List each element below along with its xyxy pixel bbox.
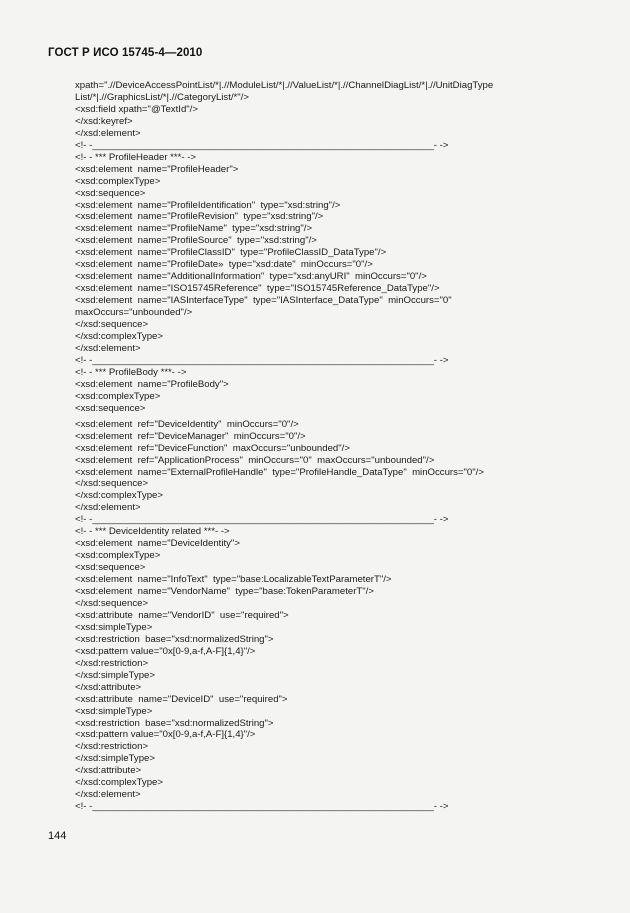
code-line: </xsd:complexType> [75,777,163,789]
code-line: <xsd:element name="IASInterfaceType" type="IASInterface_DataType" minOccurs="0" [75,295,452,307]
code-line: <xsd:element name="InfoText" type="base:LocalizableTextParameterT"/> [75,574,392,586]
code-line: <xsd:element ref="DeviceFunction" maxOccurs="unbounded"/> [75,442,350,454]
code-line: </xsd:simpleType> [75,753,155,765]
code-line: maxOccurs="unbounded"/> [75,307,193,319]
code-line: <xsd:field xpath="@TextId"/> [75,103,198,115]
code-line: xpath=".//DeviceAccessPointList/*|.//ModuleList/*|.//ValueList/*|.//ChannelDiagList/*|.//UnitDiagType [75,80,494,91]
code-line: <xsd:element name="AdditionalInformation" type="xsd:anyURI" minOccurs="0"/> [75,271,427,283]
code-line: <xsd:element name="ProfileName" type="xsd:string"/> [75,223,313,235]
code-line: </xsd:element> [75,127,141,139]
code-line: <xsd:element name="ProfileClassID" type="ProfileClassID_DataType"/> [75,247,387,259]
code-line: <xsd:complexType> [75,175,161,187]
code-line: <xsd:element ref="DeviceIdentity" minOccurs="0"/> [75,418,299,430]
code-line: </xsd:element> [75,502,141,514]
code-line: <xsd:element name="ProfileIdentification" type="xsd:string"/> [75,199,341,211]
code-line: </xsd:element> [75,342,141,354]
code-line: <xsd:element name="ProfileRevision" type="xsd:string"/> [75,211,324,223]
code-line: </xsd:sequence> [75,597,149,609]
code-line: <!- - *** DeviceIdentity related ***- -> [75,526,230,538]
code-line: <xsd:element name="ProfileHeader"> [75,163,239,175]
code-line: <xsd:sequence> [75,187,146,199]
code-line: <xsd:element name="DeviceIdentity"> [75,538,240,550]
code-line: <xsd:element name="ProfileBody"> [75,378,229,390]
code-line: <xsd:simpleType> [75,705,153,717]
code-line: </xsd:keyref> [75,115,133,127]
code-line: <!- - *** ProfileHeader ***- -> [75,151,197,163]
code-line: </xsd:sequence> [75,319,149,331]
code-line: <xsd:restriction base="xsd:normalizedString"> [75,633,274,645]
code-line: </xsd:attribute> [75,765,142,777]
code-line: <xsd:attribute name="VendorID" use="required"> [75,609,289,621]
code-line: <!- -________________________________________________________________- -> [75,354,449,366]
code-line: List/*|.//GraphicsList/*|.//CategoryList/*"/> [75,91,249,103]
code-line: </xsd:restriction> [75,657,149,669]
code-line: <xsd:pattern value="0x[0-9,a-f,A-F]{1,4}"/> [75,645,256,657]
code-line: <xsd:element name="ISO15745Reference" type="ISO15745Reference_DataType"/> [75,283,440,295]
page-number: 144 [48,830,67,842]
code-line: </xsd:restriction> [75,741,149,753]
code-line: <xsd:pattern value="0x[0-9,a-f,A-F]{1,4}"/> [75,729,256,741]
xsd-code-block [75,80,535,813]
page-header: ГОСТ Р ИСО 15745-4—2010 [48,47,203,59]
code-line: <xsd:element name="ExternalProfileHandle" type="ProfileHandle_DataType" minOccurs="0"/> [75,466,484,478]
code-line: <!- - *** ProfileBody ***- -> [75,366,187,378]
code-line: </xsd:attribute> [75,681,142,693]
code-line: <xsd:complexType> [75,550,161,562]
code-line: <xsd:element name="VendorName" type="base:TokenParameterT"/> [75,586,374,598]
code-line: <xsd:sequence> [75,402,146,414]
code-line: <xsd:attribute name="DeviceID" use="required"> [75,693,288,705]
code-line: <xsd:sequence> [75,562,146,574]
code-line: </xsd:sequence> [75,478,149,490]
code-line: <xsd:element ref="DeviceManager" minOccurs="0"/> [75,430,306,442]
code-line: </xsd:simpleType> [75,669,155,681]
code-line: <xsd:restriction base="xsd:normalizedString"> [75,717,274,729]
code-line: </xsd:complexType> [75,331,163,343]
code-line: <xsd:complexType> [75,390,161,402]
code-line: <!- -________________________________________________________________- -> [75,139,449,151]
code-line: <xsd:element ref="ApplicationProcess" minOccurs="0" maxOccurs="unbounded"/> [75,454,435,466]
code-line: <!- -________________________________________________________________- -> [75,801,449,813]
code-line: </xsd:complexType> [75,490,163,502]
code-line: <xsd:element name="ProfileSource" type="xsd:string"/> [75,235,317,247]
code-line: <xsd:element name="ProfileDate» type="xsd:date" minOccurs="0"/> [75,259,373,271]
code-line: <!- -________________________________________________________________- -> [75,514,449,526]
code-line: <xsd:simpleType> [75,621,153,633]
code-line: </xsd:element> [75,789,141,801]
